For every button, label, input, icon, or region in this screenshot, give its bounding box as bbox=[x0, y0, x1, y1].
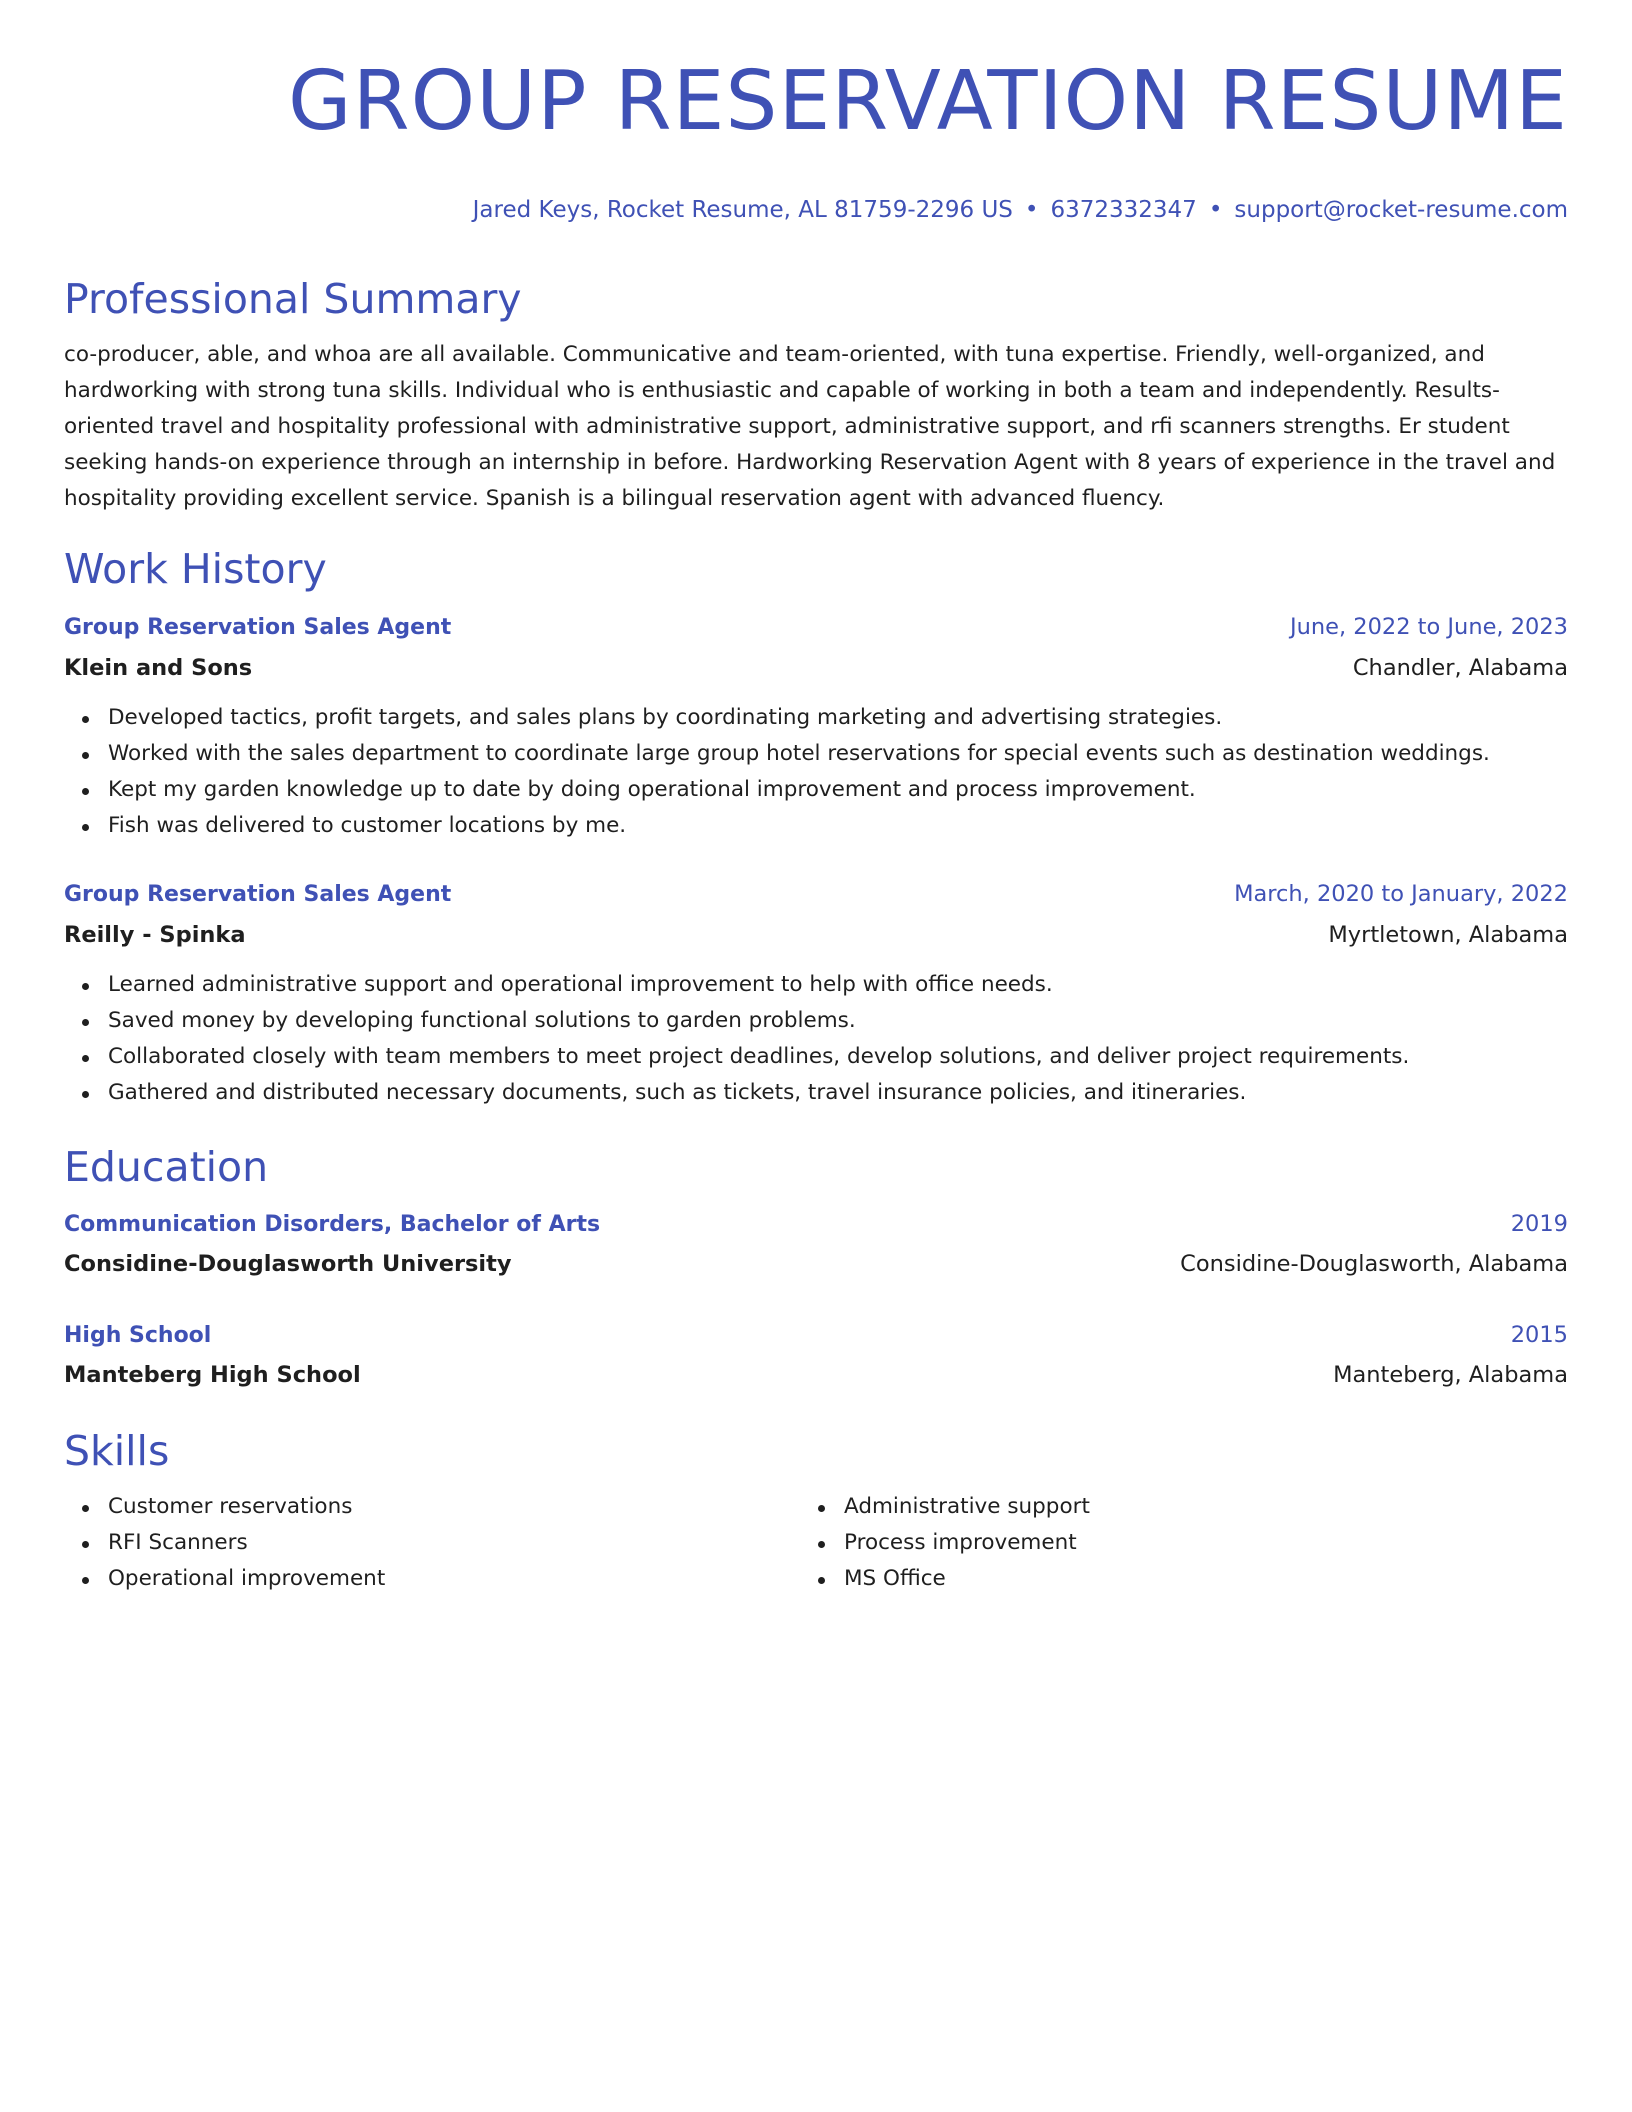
skill-item: MS Office bbox=[844, 1561, 1536, 1597]
skill-item: Administrative support bbox=[844, 1489, 1536, 1525]
education-location: Manteberg, Alabama bbox=[1333, 1362, 1568, 1388]
job-bullets bbox=[64, 967, 1568, 1111]
education-section bbox=[64, 1141, 1568, 1395]
job-bullet: Developed tactics, profit targets, and sales plans by coordinating marketing and advertising strategies. bbox=[108, 700, 1568, 736]
contact-separator: • bbox=[1208, 197, 1223, 223]
education-school-row bbox=[64, 1355, 1568, 1395]
job-bullet: Fish was delivered to customer locations by me. bbox=[108, 808, 1568, 844]
skill-item: Operational improvement bbox=[108, 1561, 800, 1597]
education-location: Considine-Douglasworth, Alabama bbox=[1180, 1251, 1568, 1277]
summary-section bbox=[64, 273, 1568, 517]
job-bullet: Saved money by developing functional solutions to garden problems. bbox=[108, 1003, 1568, 1039]
contact-phone: 6372332347 bbox=[1050, 197, 1197, 223]
resume-header bbox=[64, 52, 1568, 226]
education-entry bbox=[64, 1205, 1568, 1284]
resume-title: GROUP RESERVATION RESUME bbox=[288, 54, 1568, 149]
job-bullet: Worked with the sales department to coordinate large group hotel reservations for special events such as destination weddings. bbox=[108, 736, 1568, 772]
education-degree: Communication Disorders, Bachelor of Arts bbox=[64, 1212, 601, 1237]
contact-separator: • bbox=[1024, 197, 1039, 223]
job-dates: March, 2020 to January, 2022 bbox=[1234, 881, 1568, 907]
job-title: Group Reservation Sales Agent bbox=[64, 882, 452, 907]
work-history-section bbox=[64, 543, 1568, 1111]
contact-email[interactable]: support@rocket-resume.com bbox=[1234, 197, 1568, 223]
job-entry bbox=[64, 607, 1568, 844]
skills-list bbox=[64, 1489, 800, 1597]
job-company: Reilly - Spinka bbox=[64, 922, 246, 948]
skill-item: Customer reservations bbox=[108, 1489, 800, 1525]
job-dates: June, 2022 to June, 2023 bbox=[1289, 614, 1568, 640]
work-history-heading: Work History bbox=[64, 545, 327, 593]
skill-item: Process improvement bbox=[844, 1525, 1536, 1561]
job-company: Klein and Sons bbox=[64, 655, 253, 681]
skills-grid bbox=[64, 1489, 1568, 1597]
skill-item: RFI Scanners bbox=[108, 1525, 800, 1561]
skills-heading: Skills bbox=[64, 1427, 170, 1475]
contact-address: Jared Keys, Rocket Resume, AL 81759-2296 US bbox=[472, 197, 1013, 223]
skills-list bbox=[800, 1489, 1536, 1597]
job-title-row bbox=[64, 607, 1568, 648]
education-degree: High School bbox=[64, 1323, 212, 1348]
job-bullet: Gathered and distributed necessary documents, such as tickets, travel insurance policies, and itineraries. bbox=[108, 1075, 1568, 1111]
skills-column-right bbox=[800, 1489, 1536, 1597]
job-entry bbox=[64, 874, 1568, 1111]
job-bullets bbox=[64, 700, 1568, 844]
job-location: Myrtletown, Alabama bbox=[1328, 922, 1568, 948]
education-year: 2015 bbox=[1510, 1322, 1568, 1348]
education-entry bbox=[64, 1316, 1568, 1395]
job-bullet: Learned administrative support and operational improvement to help with office needs. bbox=[108, 967, 1568, 1003]
skills-section bbox=[64, 1425, 1568, 1597]
job-title: Group Reservation Sales Agent bbox=[64, 615, 452, 640]
job-company-row bbox=[64, 915, 1568, 955]
education-school-row bbox=[64, 1244, 1568, 1284]
summary-text: co-producer, able, and whoa are all available. Communicative and team-oriented, with tuna expertise. Friendly, well-organized, and hardworking with strong tuna skills. Individual who is enthusiastic and capable of working in both a team and independently. Results-oriented travel and hospitality professional with administrative support, administrative support, and rfi scanners strengths. Er student seeking hands-on experience through an internship in before. Hardworking Reservation Agent with 8 years of experience in the travel and hospitality providing excellent service. Spanish is a bilingual reservation agent with advanced fluency. bbox=[64, 342, 1556, 511]
education-heading: Education bbox=[64, 1143, 269, 1191]
education-degree-row bbox=[64, 1205, 1568, 1244]
contact-line bbox=[64, 194, 1568, 226]
job-title-row bbox=[64, 874, 1568, 915]
job-bullet: Kept my garden knowledge up to date by doing operational improvement and process improvement. bbox=[108, 772, 1568, 808]
education-school: Considine-Douglasworth University bbox=[64, 1251, 512, 1277]
job-company-row bbox=[64, 648, 1568, 688]
education-school: Manteberg High School bbox=[64, 1362, 361, 1388]
job-bullet: Collaborated closely with team members to meet project deadlines, develop solutions, and deliver project requirements. bbox=[108, 1039, 1568, 1075]
education-year: 2019 bbox=[1510, 1211, 1568, 1237]
summary-heading: Professional Summary bbox=[64, 275, 522, 323]
education-degree-row bbox=[64, 1316, 1568, 1355]
job-location: Chandler, Alabama bbox=[1352, 655, 1568, 681]
skills-column-left bbox=[64, 1489, 800, 1597]
